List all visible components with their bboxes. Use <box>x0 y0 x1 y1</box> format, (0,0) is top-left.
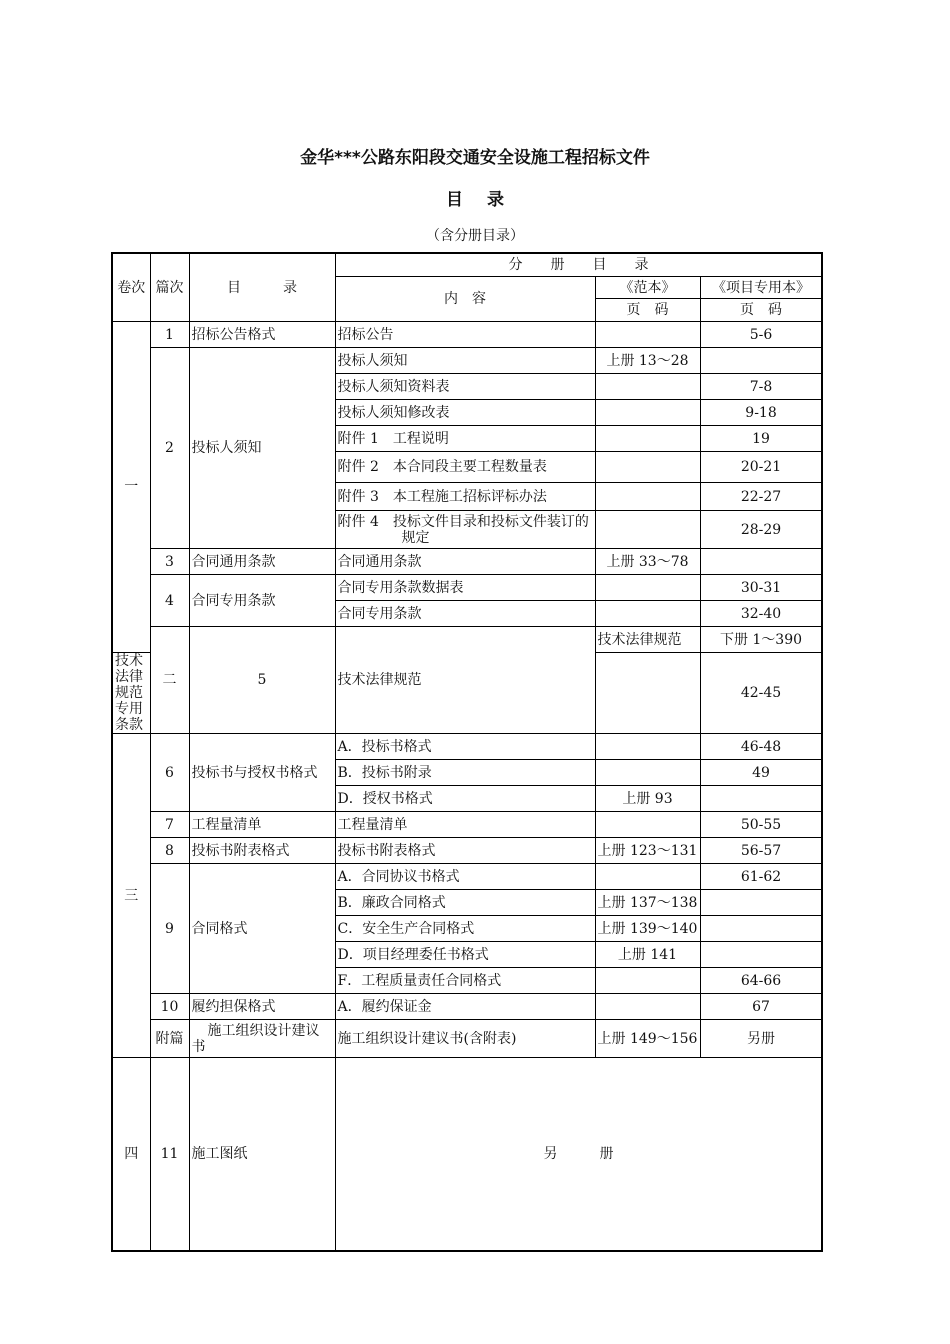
table-row <box>112 627 822 653</box>
standard-page-cell <box>595 968 700 994</box>
project-page-cell: 另册 <box>700 1020 822 1058</box>
header-chapter: 篇次 <box>150 253 189 322</box>
standard-page-cell: 上册 93 <box>595 786 700 812</box>
chapter-number: 10 <box>150 994 189 1020</box>
standard-page-cell <box>595 734 700 760</box>
standard-page-cell <box>595 575 700 601</box>
header-standard: 《范本》 <box>595 277 700 299</box>
project-page-cell <box>700 549 822 575</box>
content-cell: 附件 1 工程说明 <box>335 426 595 452</box>
project-page-cell <box>700 916 822 942</box>
standard-page-cell <box>595 452 700 483</box>
standard-page-cell: 上册 33～78 <box>595 549 700 575</box>
project-page-cell: 22-27 <box>700 483 822 511</box>
project-page-cell: 7-8 <box>700 374 822 400</box>
table-row <box>112 1058 822 1252</box>
standard-page-cell: 上册 149～156 <box>595 1020 700 1058</box>
table-row <box>112 838 822 864</box>
chapter-number: 4 <box>150 575 189 627</box>
project-page-cell: 67 <box>700 994 822 1020</box>
standard-page-cell: 上册 13～28 <box>595 348 700 374</box>
chapter-number: 11 <box>150 1058 189 1252</box>
content-cell: 合同专用条款数据表 <box>335 575 595 601</box>
content-cell: 投标书附表格式 <box>335 838 595 864</box>
content-cell: 附件 4 投标文件目录和投标文件装订的规定 <box>335 511 595 549</box>
header-page-standard: 页 码 <box>595 299 700 322</box>
chapter-title: 投标人须知 <box>189 348 335 549</box>
content-cell: B．廉政合同格式 <box>335 890 595 916</box>
project-page-cell: 5-6 <box>700 322 822 348</box>
project-page-cell: 20-21 <box>700 452 822 483</box>
chapter-title: 投标书与授权书格式 <box>189 734 335 812</box>
chapter-number: 6 <box>150 734 189 812</box>
chapter-title: 投标书附表格式 <box>189 838 335 864</box>
standard-page-cell: 上册 141 <box>595 942 700 968</box>
project-page-cell: 49 <box>700 760 822 786</box>
table-row <box>112 1020 822 1058</box>
content-cell: 投标人须知修改表 <box>335 400 595 426</box>
chapter-number: 1 <box>150 322 189 348</box>
table-row <box>112 549 822 575</box>
project-page-cell <box>700 786 822 812</box>
table-row <box>112 575 822 601</box>
content-cell: 合同通用条款 <box>335 549 595 575</box>
standard-page-cell <box>595 426 700 452</box>
project-page-cell: 56-57 <box>700 838 822 864</box>
standard-page-cell <box>595 322 700 348</box>
chapter-title: 施工图纸 <box>189 1058 335 1252</box>
content-cell: B．投标书附录 <box>335 760 595 786</box>
chapter-title: 施工组织设计建议书 <box>189 1020 335 1058</box>
chapter-number: 7 <box>150 812 189 838</box>
project-page-cell: 9-18 <box>700 400 822 426</box>
standard-page-cell <box>595 511 700 549</box>
project-page-cell: 46-48 <box>700 734 822 760</box>
table-row <box>112 812 822 838</box>
document-note: （含分册目录） <box>426 228 524 244</box>
standard-page-cell <box>595 601 700 627</box>
header-project: 《项目专用本》 <box>700 277 822 299</box>
chapter-title: 工程量清单 <box>189 812 335 838</box>
project-page-cell: 19 <box>700 426 822 452</box>
content-cell: A．合同协议书格式 <box>335 864 595 890</box>
header-toc: 目 录 <box>189 253 335 322</box>
project-page-cell: 28-29 <box>700 511 822 549</box>
document-subtitle: 目录 <box>446 190 528 210</box>
chapter-number: 9 <box>150 864 189 994</box>
standard-page-cell <box>595 864 700 890</box>
standard-page-cell: 上册 139～140 <box>595 916 700 942</box>
table-row <box>112 322 822 348</box>
chapter-title: 合同通用条款 <box>189 549 335 575</box>
content-cell: D．项目经理委任书格式 <box>335 942 595 968</box>
standard-page-cell <box>595 760 700 786</box>
header-content: 内 容 <box>335 277 595 322</box>
chapter-number: 附篇 <box>150 1020 189 1058</box>
standard-page-cell: 上册 123～131 <box>595 838 700 864</box>
chapter-number: 5 <box>189 627 335 734</box>
standard-page-cell <box>595 812 700 838</box>
content-cell: 附件 3 本工程施工招标评标办法 <box>335 483 595 511</box>
content-cell: 附件 2 本合同段主要工程数量表 <box>335 452 595 483</box>
toc-table <box>111 252 823 1252</box>
content-cell: A．投标书格式 <box>335 734 595 760</box>
volume-cell: 三 <box>112 734 150 1058</box>
content-cell: 投标人须知 <box>335 348 595 374</box>
chapter-title: 合同专用条款 <box>189 575 335 627</box>
standard-page-cell: 下册 1～390 <box>700 627 822 653</box>
table-row <box>112 348 822 374</box>
standard-page-cell <box>595 400 700 426</box>
standard-page-cell <box>595 994 700 1020</box>
project-page-cell: 64-66 <box>700 968 822 994</box>
content-cell: D．授权书格式 <box>335 786 595 812</box>
header-page-project: 页 码 <box>700 299 822 322</box>
content-cell: F．工程质量责任合同格式 <box>335 968 595 994</box>
content-cell: 技术法律规范 <box>595 627 700 653</box>
project-page-cell: 32-40 <box>700 601 822 627</box>
standard-page-cell: 上册 137～138 <box>595 890 700 916</box>
standard-page-cell <box>595 653 700 734</box>
header-row <box>112 253 822 277</box>
chapter-number: 8 <box>150 838 189 864</box>
volume-cell: 二 <box>150 627 189 734</box>
chapter-title: 履约担保格式 <box>189 994 335 1020</box>
document-title: 金华***公路东阳段交通安全设施工程招标文件 <box>300 148 650 168</box>
content-cell: 合同专用条款 <box>335 601 595 627</box>
content-cell: A．履约保证金 <box>335 994 595 1020</box>
project-page-cell: 42-45 <box>700 653 822 734</box>
volume-cell: 四 <box>112 1058 150 1252</box>
project-page-cell: 50-55 <box>700 812 822 838</box>
content-cell: 技术法律规范专用条款 <box>112 653 150 734</box>
content-cell: C．安全生产合同格式 <box>335 916 595 942</box>
chapter-title: 招标公告格式 <box>189 322 335 348</box>
project-page-cell <box>700 942 822 968</box>
content-cell-separate-volume: 另 册 <box>335 1058 822 1252</box>
standard-page-cell <box>595 483 700 511</box>
chapter-title: 技术法律规范 <box>335 627 595 734</box>
content-cell: 招标公告 <box>335 322 595 348</box>
chapter-number: 3 <box>150 549 189 575</box>
volume-cell: 一 <box>112 322 150 653</box>
table-row <box>112 734 822 760</box>
table-row <box>112 864 822 890</box>
standard-page-cell <box>595 374 700 400</box>
header-volume: 卷次 <box>112 253 150 322</box>
content-cell: 施工组织设计建议书(含附表) <box>335 1020 595 1058</box>
project-page-cell: 61-62 <box>700 864 822 890</box>
table-row <box>112 994 822 1020</box>
chapter-title: 合同格式 <box>189 864 335 994</box>
content-cell: 投标人须知资料表 <box>335 374 595 400</box>
header-sub-toc: 分 册 目 录 <box>335 253 822 277</box>
chapter-number: 2 <box>150 348 189 549</box>
project-page-cell: 30-31 <box>700 575 822 601</box>
project-page-cell <box>700 348 822 374</box>
content-cell: 工程量清单 <box>335 812 595 838</box>
project-page-cell <box>700 890 822 916</box>
